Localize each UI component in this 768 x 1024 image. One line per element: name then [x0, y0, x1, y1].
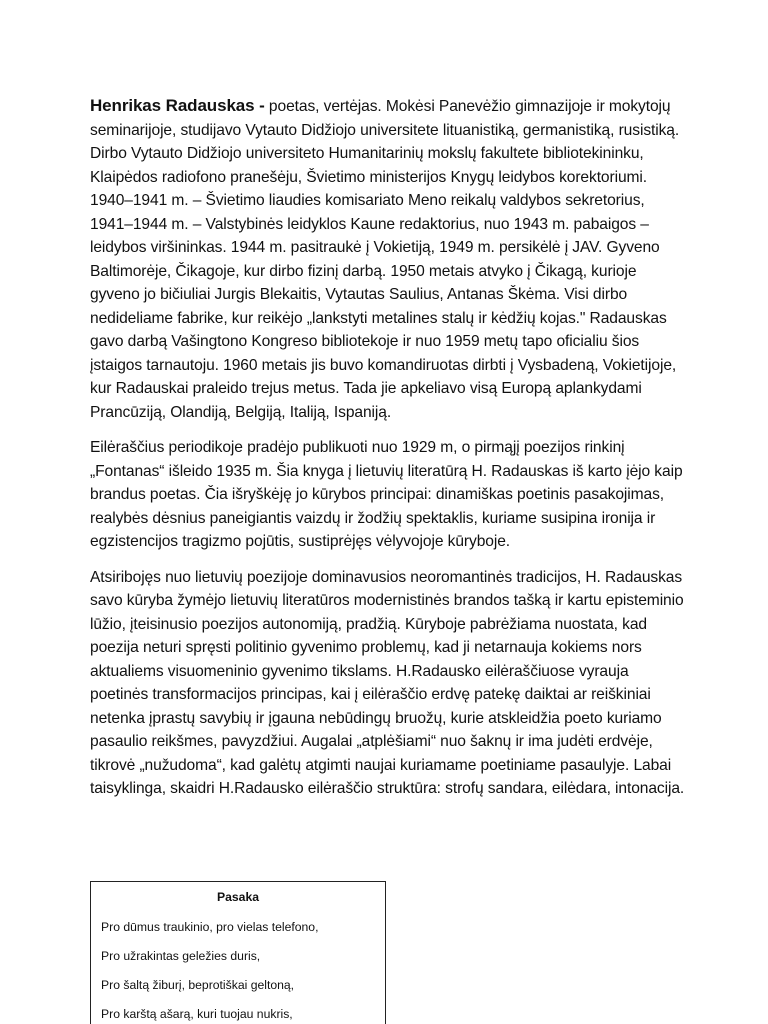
poem-box — [90, 881, 386, 1024]
debut-paragraph: Eilėraščius periodikoje pradėjo publikuoti nuo 1929 m, o pirmąjį poezijos rinkinį „Fontanas“ išleido 1935 m. Šia knyga į lietuvių literatūrą H. Radauskas iš karto įėjo kaip brandus poetas. Čia išryškėję jo kūrybos principai: dinamiškas poetinis pasakojimas, realybės dėsnius paneigiantis vaizdų ir žodžių spektaklis, kuriame susipina ironija ir egzistencijos tragizmo pojūtis, sustiprėjęs vėlyvojoje kūryboje. — [90, 439, 683, 550]
modernism-paragraph: Atsiribojęs nuo lietuvių poezijoje dominavusios neoromantinės tradicijos, H. Radauskas savo kūryba žymėjo lietuvių literatūros modernistinės brandos tašką ir kartu episteminio lūžio, įteisinusio poezijos autonomiją, pradžią. Kūryboje pabrėžiama nuostata, kad poezija neturi spręsti politinio gyvenimo problemų, kad ji netarnauja kokiems nors aktualiems visuomeninio gyvenimo tikslams. H.Radausko eilėraščiuose vyrauja poetinės transformacijos principas, kai į eilėraščio erdvę patekę daiktai ar reiškiniai netenka įprastų savybių ir įgauna nebūdingų bruožų, kurie atskleidžia poeto kuriamo pasaulio reikšmes, pavyzdžiui. Augalai „atplėšiami“ nuo šaknų ir ima judėti erdvėje, tikrovė „nužudoma“, kad galėtų atgimti naujai kuriamame poetiniame pasaulyje. Labai taisyklinga, skaidri H.Radausko eilėraščio struktūra: strofų sandara, eilėdara, intonacija. — [90, 568, 685, 797]
poem-line: Pro karštą ašarą, kuri tuojau nukris, — [101, 1007, 293, 1021]
poem-line: Pro dūmus traukinio, pro vielas telefono, — [101, 920, 319, 934]
biography-paragraph — [90, 94, 688, 424]
biography-text: poetas, vertėjas. Mokėsi Panevėžio gimnazijoje ir mokytojų seminarijoje, studijavo Vytauto Didžiojo universitete lituanistiką, germanistiką, rusistiką. Dirbo Vytauto Didžiojo universiteto Humanitarinių mokslų fakultete bibliotekininku, Klaipėdos radiofono pranešėju, Švietimo ministerijos Knygų leidybos korektoriumi. 1940–1941 m. – Švietimo liaudies komisariato Meno reikalų valdybos sekretorius, 1941–1944 m. – Valstybinės leidyklos Kaune redaktorius, nuo 1943 m. pabaigos – leidybos viršininkas. 1944 m. pasitraukė į Vokietiją, 1949 m. persikėlė į JAV. Gyveno Baltimorėje, Čikagoje, kur dirbo fizinį darbą. 1950 metais atvyko į Čikagą, kurioje gyveno jo bičiuliai Jurgis Blekaitis, Vytautas Saulius, Antanas Škėma. Visi dirbo nedideliame fabrike, kur reikėjo „lankstyti metalines stalų ir kėdžių kojas." Radauskas gavo darbą Vašingtono Kongreso bibliotekoje ir nuo 1959 metų tapo oficialiu šios įstaigos tarnautoju. 1960 metais jis buvo komandiruotas dirbti į Vysbadeną, Vokietijoje, kur Radauskai praleido trejus metus. Tada jie apkeliavo visą Europą aplankydami Prancūziją, Olandiją, Belgiją, Italiją, Ispaniją. — [90, 98, 680, 421]
author-name: Henrikas Radauskas - — [90, 96, 265, 115]
poem-line: Pro užrakintas geležies duris, — [101, 949, 261, 963]
poem-title: Pasaka — [216, 890, 260, 904]
poem-line: Pro šaltą žiburį, beprotiškai geltoną, — [101, 978, 295, 992]
